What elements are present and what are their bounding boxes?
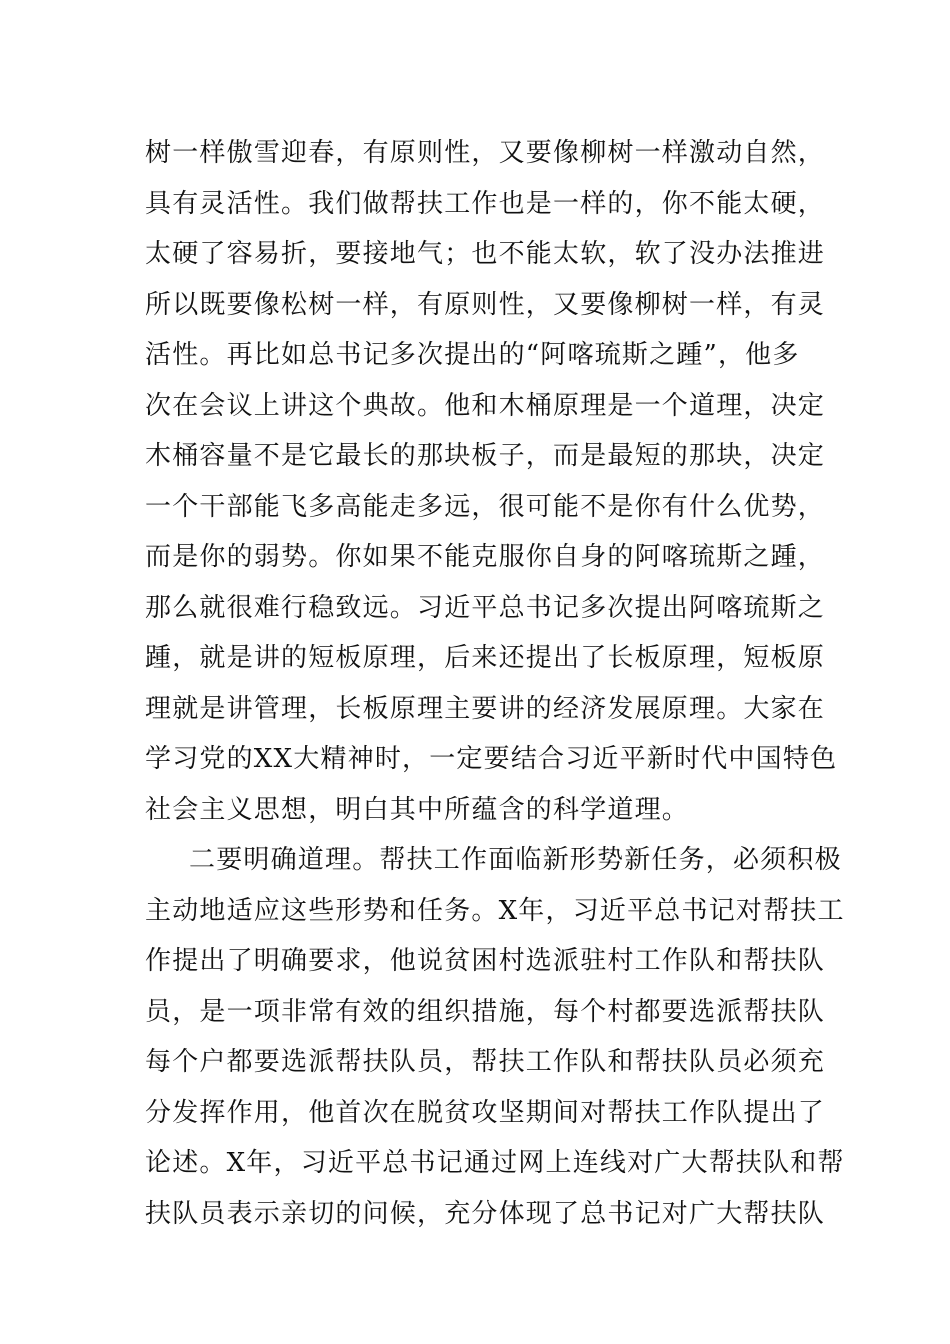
text-line: 学习党的XX大精神时，一定要结合习近平新时代中国特色 (145, 744, 838, 774)
text-line: 社会主义思想，明白其中所蕴含的科学道理。 (145, 794, 690, 825)
paragraph-start-line: 二要明确道理。帮扶工作面临新形势新任务，必须积极 (189, 845, 842, 875)
text-line: 论述。X年，习近平总书记通过网上连线对广大帮扶队和帮 (145, 1148, 845, 1178)
text-line: 树一样傲雪迎春，有原则性，又要像柳树一样激动自然， (145, 138, 826, 168)
text-line: 而是你的弱势。你如果不能克服你自身的阿喀琉斯之踵， (145, 542, 826, 572)
text-line: 活性。再比如总书记多次提出的“阿喀琉斯之踵”，他多 (145, 340, 800, 370)
text-line: 木桶容量不是它最长的那块板子，而是最短的那块，决定 (145, 441, 826, 471)
text-line: 那么就很难行稳致远。习近平总书记多次提出阿喀琉斯之 (145, 592, 826, 623)
text-line: 分发挥作用，他首次在脱贫攻坚期间对帮扶工作队提出了 (145, 1097, 826, 1128)
text-line: 员，是一项非常有效的组织措施，每个村都要选派帮扶队 (145, 996, 826, 1027)
text-line: 作提出了明确要求，他说贫困村选派驻村工作队和帮扶队 (145, 946, 826, 976)
text-line: 主动地适应这些形势和任务。X年，习近平总书记对帮扶工 (145, 895, 845, 926)
text-line: 理就是讲管理，长板原理主要讲的经济发展原理。大家在 (145, 693, 826, 724)
text-line: 太硬了容易折，要接地气；也不能太软，软了没办法推进 (145, 239, 826, 269)
text-line: 次在会议上讲这个典故。他和木桶原理是一个道理，决定 (145, 390, 826, 421)
text-line: 所以既要像松树一样，有原则性，又要像柳树一样，有灵 (145, 289, 826, 320)
text-line: 一个干部能飞多高能走多远，很可能不是你有什么优势， (145, 491, 826, 522)
text-line: 扶队员表示亲切的问候，充分体现了总书记对广大帮扶队 (145, 1198, 826, 1229)
body-text (145, 128, 845, 1239)
text-line: 踵，就是讲的短板原理，后来还提出了长板原理，短板原 (145, 643, 826, 673)
text-line: 每个户都要选派帮扶队员，帮扶工作队和帮扶队员必须充 (145, 1047, 826, 1077)
text-line: 具有灵活性。我们做帮扶工作也是一样的，你不能太硬， (145, 188, 826, 219)
